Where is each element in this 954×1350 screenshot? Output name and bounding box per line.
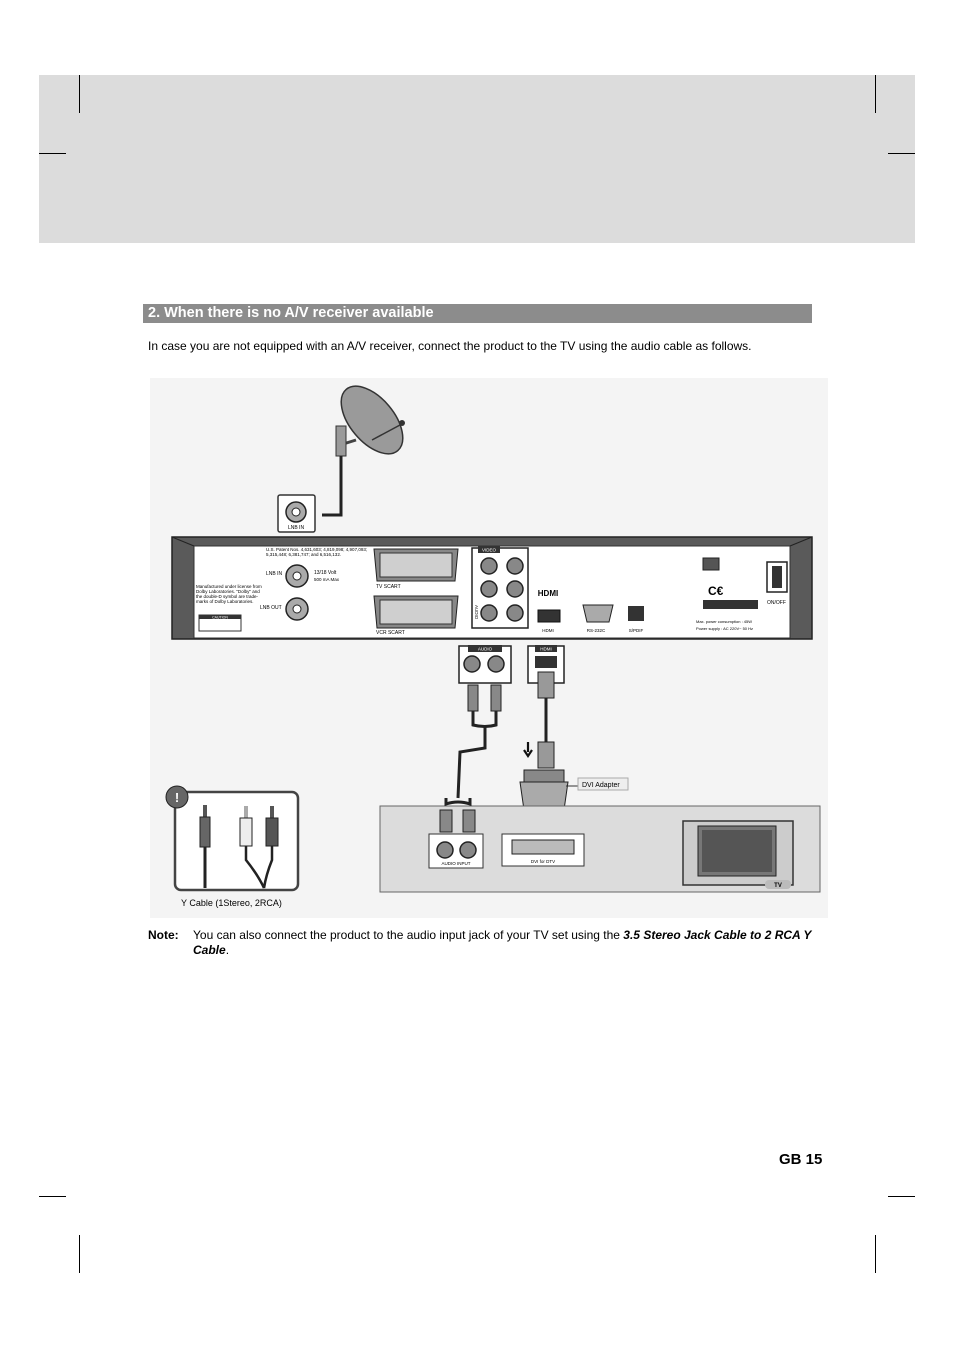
on-off-label: ON/OFF [767, 600, 786, 606]
audio-cable-label: AUDIO [477, 646, 493, 652]
section-heading-bar [143, 304, 812, 323]
hdmi-cable-label: HDMI [540, 646, 552, 652]
power-consumption-label: Max. power consumption : 45W [696, 619, 753, 624]
crop-mark [888, 1196, 915, 1197]
y-cable-illustration [166, 786, 298, 908]
note-label: Note: [148, 928, 179, 942]
svg-text:marks of Dolby Laboratories.: marks of Dolby Laboratories. [196, 599, 254, 604]
dvi-adapter-label: DVI Adapter [582, 782, 620, 789]
caution-label: CAUTION [212, 615, 228, 620]
intro-paragraph: In case you are not equipped with an A/V receiver, connect the product to the TV using the audio cable as follows. [148, 339, 752, 353]
tv-scart-label: TV SCART [376, 584, 401, 590]
tv-icon [683, 821, 793, 889]
crop-mark [79, 75, 80, 113]
audio-input-label: AUDIO INPUT [441, 861, 471, 866]
svg-text:U.S. Patent Nos. 4,631,603; 4,: U.S. Patent Nos. 4,631,603; 4,819,098; 4,907,093; [266, 547, 368, 552]
warning-icon: ! [174, 790, 180, 805]
note-text-emphasis: 3.5 Stereo Jack Cable to 2 RCA Y Cable [193, 928, 812, 957]
crop-mark [875, 75, 876, 113]
crop-mark [888, 153, 915, 154]
svg-text:Manufactured under license fro: Manufactured under license from [196, 584, 262, 589]
lnb-current-label: 500 mA Max [314, 577, 340, 582]
crop-mark [39, 1196, 66, 1197]
lnb-power-label: 13/18 Volt [314, 570, 337, 576]
lnb-in-port [278, 495, 315, 532]
spdif-label: S/PDIF [628, 628, 644, 633]
lnb-in-label: LNB IN [287, 525, 305, 531]
crop-mark [39, 153, 66, 154]
dvi-for-dtv-label: DVI for DTV [530, 859, 556, 864]
crop-mark [875, 1235, 876, 1273]
video-label: VIDEO [481, 547, 497, 553]
connection-diagram [150, 378, 828, 918]
rear-lnb-out-label: LNB OUT [260, 605, 282, 611]
hdmi-logo: HDMI [537, 589, 559, 598]
header-band [39, 75, 915, 243]
y-cable-caption: Y Cable (1Stereo, 2RCA) [181, 898, 282, 908]
hdmi-port-label: HDMI [542, 628, 554, 633]
svg-text:Dolby Laboratories. "Dolby" an: Dolby Laboratories. "Dolby" and [196, 589, 260, 594]
svg-text:5,315,448; 6,381,747; and 6,51: 5,315,448; 6,381,747; and 6,516,132. [266, 552, 342, 557]
rs232c-label: RS-232C [586, 628, 606, 633]
tv-label: TV [774, 883, 782, 889]
power-supply-label: Power supply : AC 220V~ 50 Hz [696, 626, 754, 631]
svg-text:the double-D symbol are trade-: the double-D symbol are trade- [196, 594, 259, 599]
rear-lnb-in-label: LNB IN [266, 571, 283, 577]
note-text-end: . [225, 943, 230, 957]
crop-mark [79, 1235, 80, 1273]
vcr-scart-label: VCR SCART [376, 630, 405, 636]
note-text-part: You can also connect the product to the audio input jack of your TV set using the [193, 928, 624, 942]
note-text [193, 928, 813, 958]
receiver-rear-panel [172, 537, 812, 639]
page-number: GB 15 [779, 1151, 823, 1168]
svg-text:C€: C€ [708, 584, 724, 598]
section-title: 2. When there is no A/V receiver available [148, 305, 434, 321]
audio-label: AUDIO [474, 605, 479, 620]
audio-connector [459, 645, 511, 683]
